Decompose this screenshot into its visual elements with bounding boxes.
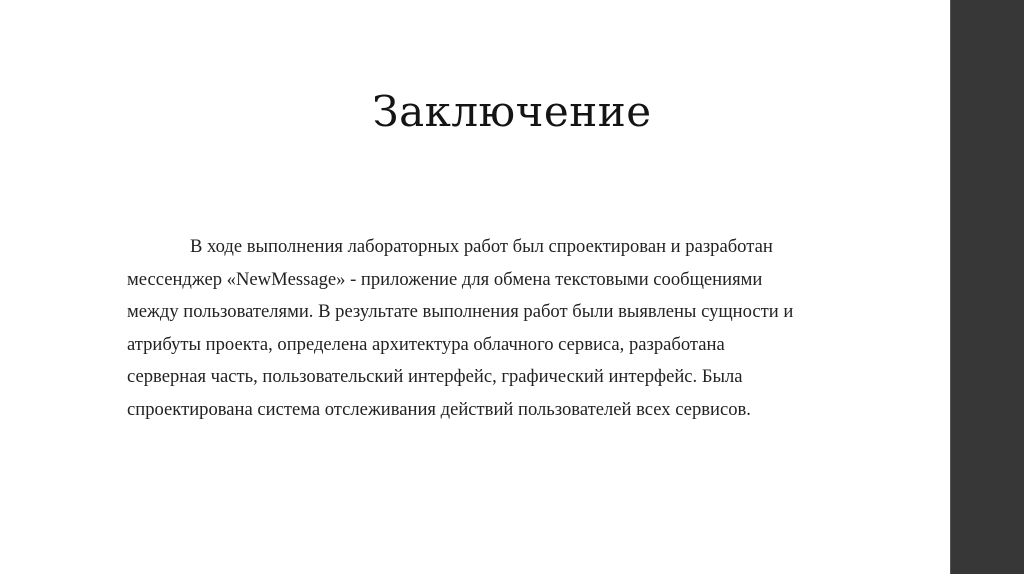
paragraph-line: между пользователями. В результате выполнения работ были выявлены сущности и bbox=[127, 301, 794, 323]
slide-body-paragraph bbox=[127, 231, 847, 427]
paragraph-line: В ходе выполнения лабораторных работ был спроектирован и разработан bbox=[190, 236, 773, 257]
paragraph-line: спроектирована система отслеживания действий пользователей всех сервисов. bbox=[127, 398, 751, 420]
decorative-side-bar bbox=[950, 0, 1024, 574]
slide-title: Заключение bbox=[372, 87, 652, 136]
paragraph-line: серверная часть, пользовательский интерфейс, графический интерфейс. Была bbox=[127, 366, 743, 388]
paragraph-line: атрибуты проекта, определена архитектура облачного сервиса, разработана bbox=[127, 333, 725, 355]
paragraph-line: мессенджер «NewMessage» - приложение для обмена текстовыми сообщениями bbox=[127, 268, 763, 290]
